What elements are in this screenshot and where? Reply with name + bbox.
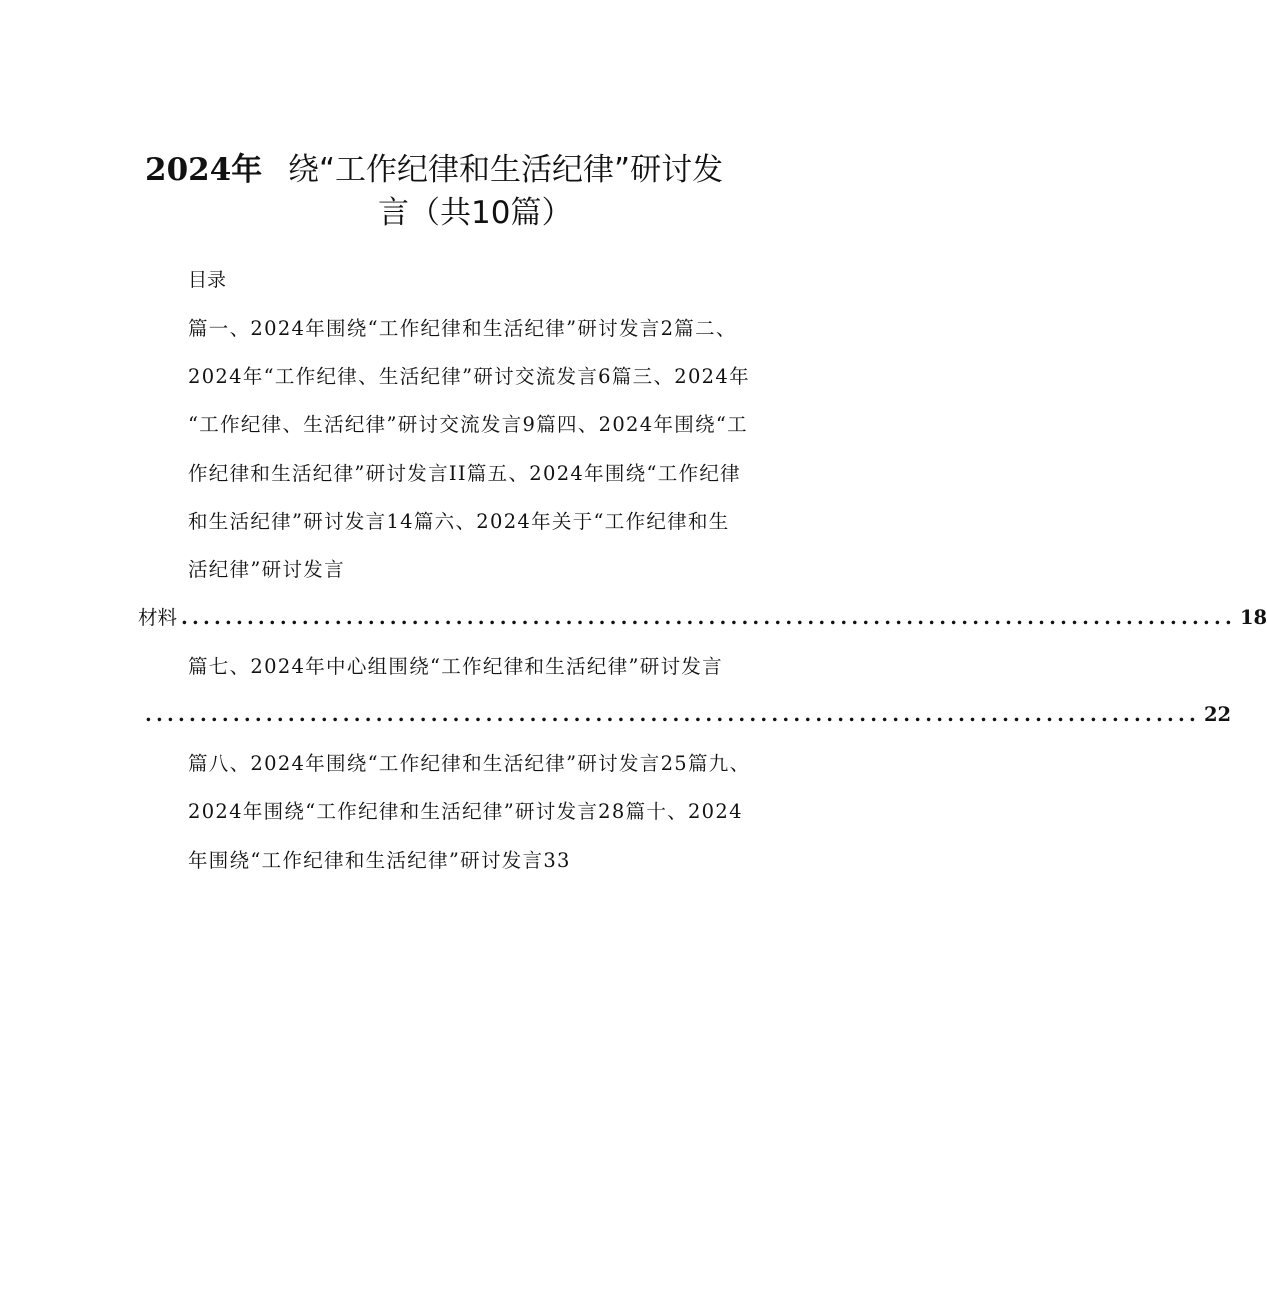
toc-line: “工作纪律、生活纪律”研讨交流发言9篇四、2024年围绕“工 xyxy=(188,413,748,436)
toc-line: 活纪律”研讨发言 xyxy=(188,558,345,581)
toc-entry-7-leader-row xyxy=(145,700,1232,730)
toc-entry-7-text: 篇七、2024年中心组围绕“工作纪律和生活纪律”研讨发言 xyxy=(188,655,723,678)
title-year: 2024年 xyxy=(145,152,263,188)
toc-line: 篇一、2024年围绕“工作纪律和生活纪律”研讨发言2篇二、 xyxy=(188,317,737,340)
toc-entry-6-tail xyxy=(138,603,1267,633)
toc-line: 2024年“工作纪律、生活纪律”研讨交流发言6篇三、2024年 xyxy=(188,365,750,388)
toc-heading: 目录 xyxy=(188,269,227,291)
title-line-2: 言（共10篇） xyxy=(378,195,573,231)
dot-leader: ................................................................................................ xyxy=(181,606,1236,629)
toc-page-number: 22 xyxy=(1203,703,1232,726)
toc-line: 年围绕“工作纪律和生活纪律”研讨发言33 xyxy=(188,849,571,872)
toc-line: 篇八、2024年围绕“工作纪律和生活纪律”研讨发言25篇九、 xyxy=(188,752,751,775)
toc-page-number: 18 xyxy=(1239,606,1267,629)
toc-entry-text: 材料 xyxy=(138,606,178,629)
toc-line: 2024年围绕“工作纪律和生活纪律”研讨发言28篇十、2024 xyxy=(188,800,743,823)
dot-leader: ................................................................................................ xyxy=(145,703,1200,726)
toc-line: 作纪律和生活纪律”研讨发言II篇五、2024年围绕“工作纪律 xyxy=(188,462,741,485)
title-line-1: 绕“工作纪律和生活纪律”研讨发 xyxy=(288,152,724,188)
toc-line: 和生活纪律”研讨发言14篇六、2024年关于“工作纪律和生 xyxy=(188,510,730,533)
